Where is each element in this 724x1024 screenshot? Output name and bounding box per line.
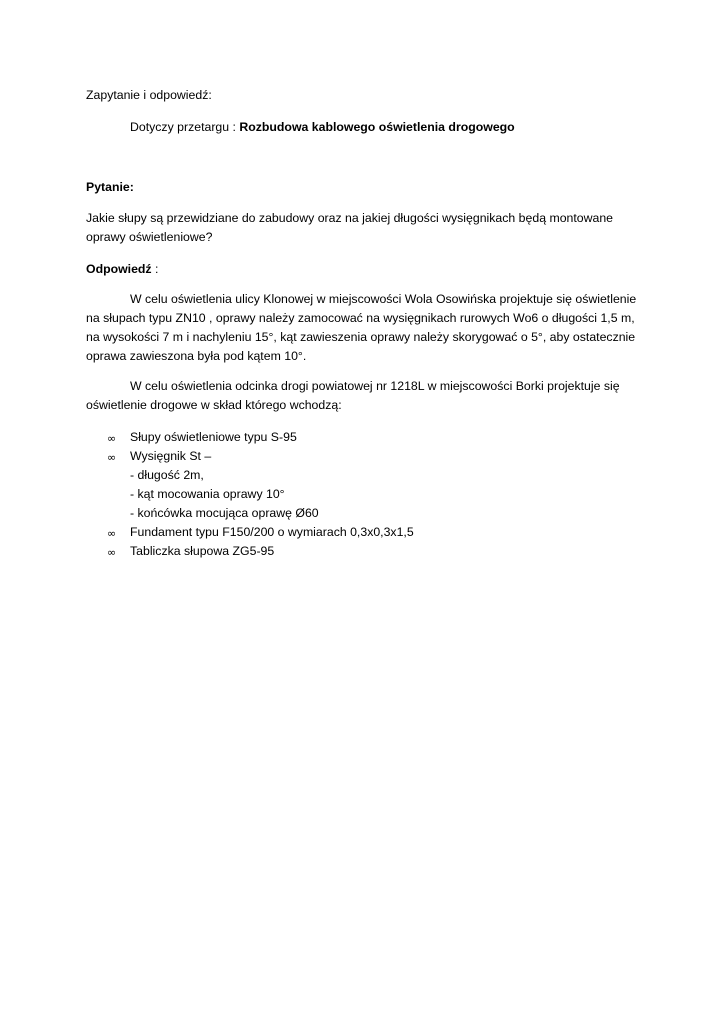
infinity-bullet-icon: ∞ [107,451,117,464]
answer-label: Odpowiedź : [86,262,159,276]
tender-prefix: Dotyczy przetargu : [130,120,240,134]
list-item: Wysięgnik St – [130,449,212,463]
list-item: Fundament typu F150/200 o wymiarach 0,3x0,3x1,5 [130,525,414,539]
question-text-line-1: Jakie słupy są przewidziane do zabudowy oraz na jakiej długości wysięgnikach będą montowane [86,211,614,225]
answer-paragraph-2-line-2: oświetlenie drogowe w skład którego wchodzą: [86,398,342,412]
tender-name: Rozbudowa kablowego oświetlenia drogowego [239,120,515,134]
question-label: Pytanie: [86,180,134,194]
sub-list-item: - kąt mocowania oprawy 10° [130,487,285,501]
list-item: Słupy oświetleniowe typu S-95 [130,430,297,444]
answer-paragraph-1-line-4: oprawa zawieszona była pod kątem 10°. [86,349,307,363]
infinity-bullet-icon: ∞ [107,527,117,540]
answer-paragraph-2-line-1: W celu oświetlenia odcinka drogi powiatowej nr 1218L w miejscowości Borki projektuje się [130,379,620,393]
answer-paragraph-1-line-3: na wysokości 7 m i nachyleniu 15°, kąt zawieszenia oprawy należy skorygować o 5°, aby ostatecznie [86,330,636,344]
infinity-bullet-icon: ∞ [107,546,117,559]
answer-paragraph-1-line-2: na słupach typu ZN10 , oprawy należy zamocować na wysięgnikach rurowych Wo6 o długości 1,5 m, [86,311,635,325]
answer-paragraph-1-line-1: W celu oświetlenia ulicy Klonowej w miejscowości Wola Osowińska projektuje się oświetlenie [130,292,637,306]
sub-list-item: - długość 2m, [130,468,204,482]
list-item: Tabliczka słupowa ZG5-95 [130,544,275,558]
infinity-bullet-icon: ∞ [107,432,117,445]
document-title: Zapytanie i odpowiedź: [86,88,212,102]
question-text-line-2: oprawy oświetleniowe? [86,230,213,244]
sub-list-item: - końcówka mocująca oprawę Ø60 [130,506,319,520]
tender-line [130,118,515,137]
